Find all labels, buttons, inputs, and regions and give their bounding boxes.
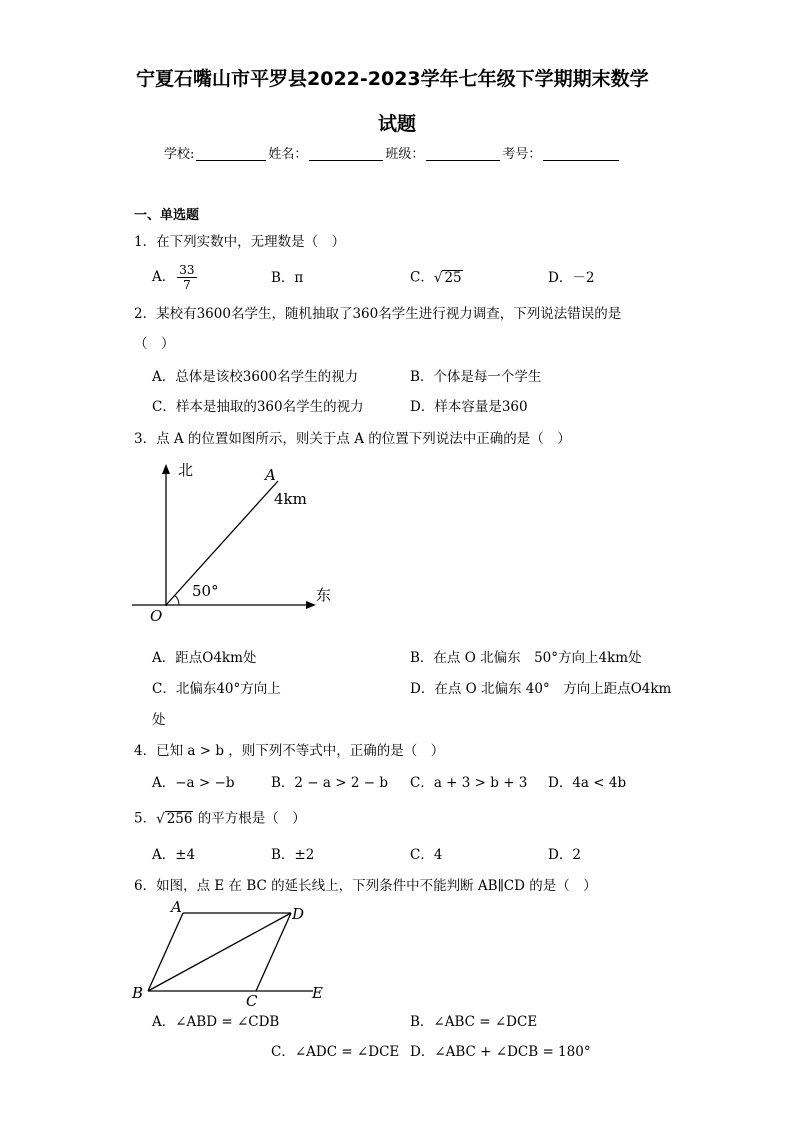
class-blank[interactable] bbox=[426, 147, 500, 161]
q5-radicand: 256 bbox=[166, 811, 193, 827]
class-label: 班级： bbox=[385, 147, 425, 162]
question-1-stem: 1．在下列实数中，无理数是（ ） bbox=[134, 234, 346, 250]
q1-option-c bbox=[410, 270, 463, 286]
q6-option-a: A．∠ABD = ∠CDB bbox=[152, 1014, 280, 1030]
q1-option-a bbox=[152, 264, 197, 291]
school-label: 学校: bbox=[164, 147, 195, 162]
q5-sqrt: √ 256 bbox=[156, 811, 193, 827]
vertex-e-label: E bbox=[312, 984, 323, 1002]
ray-oa bbox=[166, 481, 278, 605]
distance-label: 4km bbox=[274, 490, 307, 508]
question-6-stem: 6．如图，点 E 在 BC 的延长线上，下列条件中不能判断 AB∥CD 的是（ ） bbox=[134, 878, 597, 894]
q6-option-c: C．∠ADC = ∠DCE bbox=[271, 1044, 400, 1060]
q2-option-b: B．个体是每一个学生 bbox=[410, 369, 542, 385]
q4-option-a: A．−a > −b bbox=[152, 775, 235, 791]
north-arrow-icon bbox=[162, 464, 170, 474]
east-arrow-icon bbox=[306, 601, 316, 609]
angle-label: 50° bbox=[192, 582, 219, 600]
exam-no-blank[interactable] bbox=[543, 147, 619, 161]
q6-option-d: D．∠ABC + ∠DCB = 180° bbox=[410, 1044, 591, 1060]
section-heading: 一、单选题 bbox=[134, 208, 200, 223]
vertex-a-label: A bbox=[171, 898, 182, 916]
q1-option-d: D．－2 bbox=[548, 270, 595, 286]
q1-radicand: 25 bbox=[444, 270, 462, 286]
q1-option-b: B．π bbox=[271, 270, 304, 286]
q4-option-d: D．4a < 4b bbox=[548, 775, 627, 791]
q1-option-c-label: C． bbox=[410, 269, 434, 286]
q1-fraction-numerator: 33 bbox=[179, 263, 195, 277]
name-label: 姓名： bbox=[268, 147, 308, 162]
q4-option-b: B．2 − a > 2 − b bbox=[271, 775, 388, 791]
point-a-label: A bbox=[265, 466, 276, 484]
question-2-stem-cont: （ ） bbox=[134, 336, 175, 352]
student-info-row bbox=[164, 147, 621, 161]
q2-option-c: C．样本是抽取的360名学生的视力 bbox=[152, 399, 364, 415]
q5-number: 5． bbox=[134, 810, 157, 827]
vertex-d-label: D bbox=[292, 905, 305, 923]
q1-option-a-label: A． bbox=[152, 269, 176, 285]
name-blank[interactable] bbox=[309, 147, 383, 161]
question-2-stem: 2．某校有3600名学生，随机抽取了360名学生进行视力调查，下列说法错误的是 bbox=[134, 306, 622, 322]
page-title: 宁夏石嘴山市平罗县2022-2023学年七年级下学期期末数学 bbox=[136, 68, 649, 90]
q6-parallelogram-figure bbox=[128, 898, 333, 1010]
q3-option-b: B．在点 O 北偏东 50°方向上4km处 bbox=[410, 650, 642, 666]
line-ba bbox=[148, 913, 183, 991]
east-label: 东 bbox=[316, 586, 332, 604]
q5-option-c: C．4 bbox=[410, 847, 443, 863]
q3-option-c: C．北偏东40°方向上 bbox=[152, 681, 281, 697]
q1-sqrt: √ 25 bbox=[433, 270, 462, 286]
q5-stem-text: 的平方根是（ ） bbox=[197, 810, 306, 827]
q5-option-d: D．2 bbox=[548, 847, 581, 863]
vertex-b-label: B bbox=[132, 984, 144, 1002]
question-4-stem: 4．已知 a > b ，则下列不等式中，正确的是（ ） bbox=[134, 743, 445, 759]
vertex-c-label: C bbox=[246, 992, 258, 1010]
q5-option-a: A．±4 bbox=[152, 847, 196, 863]
page-title-line2: 试题 bbox=[378, 113, 417, 135]
q4-option-c: C．a + 3 > b + 3 bbox=[410, 775, 528, 791]
line-bd bbox=[148, 913, 291, 991]
north-label: 北 bbox=[178, 461, 194, 479]
question-3-stem: 3．点 A 的位置如图所示，则关于点 A 的位置下列说法中正确的是（ ） bbox=[134, 431, 571, 447]
q5-option-b: B．±2 bbox=[271, 847, 315, 863]
q1-fraction bbox=[177, 264, 196, 291]
q3-option-d-cont: 处 bbox=[152, 712, 166, 728]
line-dc bbox=[256, 913, 291, 991]
q6-option-b: B．∠ABC = ∠DCE bbox=[410, 1014, 538, 1030]
origin-label: O bbox=[150, 607, 163, 625]
q2-option-d: D．样本容量是360 bbox=[410, 399, 528, 415]
q2-option-a: A．总体是该校3600名学生的视力 bbox=[152, 369, 359, 385]
question-5-stem bbox=[134, 811, 306, 827]
school-blank[interactable] bbox=[196, 147, 266, 161]
angle-arc bbox=[175, 595, 179, 605]
q3-option-d: D．在点 O 北偏东 40° 方向上距点O4km bbox=[410, 681, 672, 697]
q1-fraction-denominator: 7 bbox=[183, 278, 191, 292]
q3-direction-figure bbox=[128, 458, 343, 628]
q3-option-a: A．距点O4km处 bbox=[152, 650, 257, 666]
exam-no-label: 考号： bbox=[502, 147, 542, 162]
